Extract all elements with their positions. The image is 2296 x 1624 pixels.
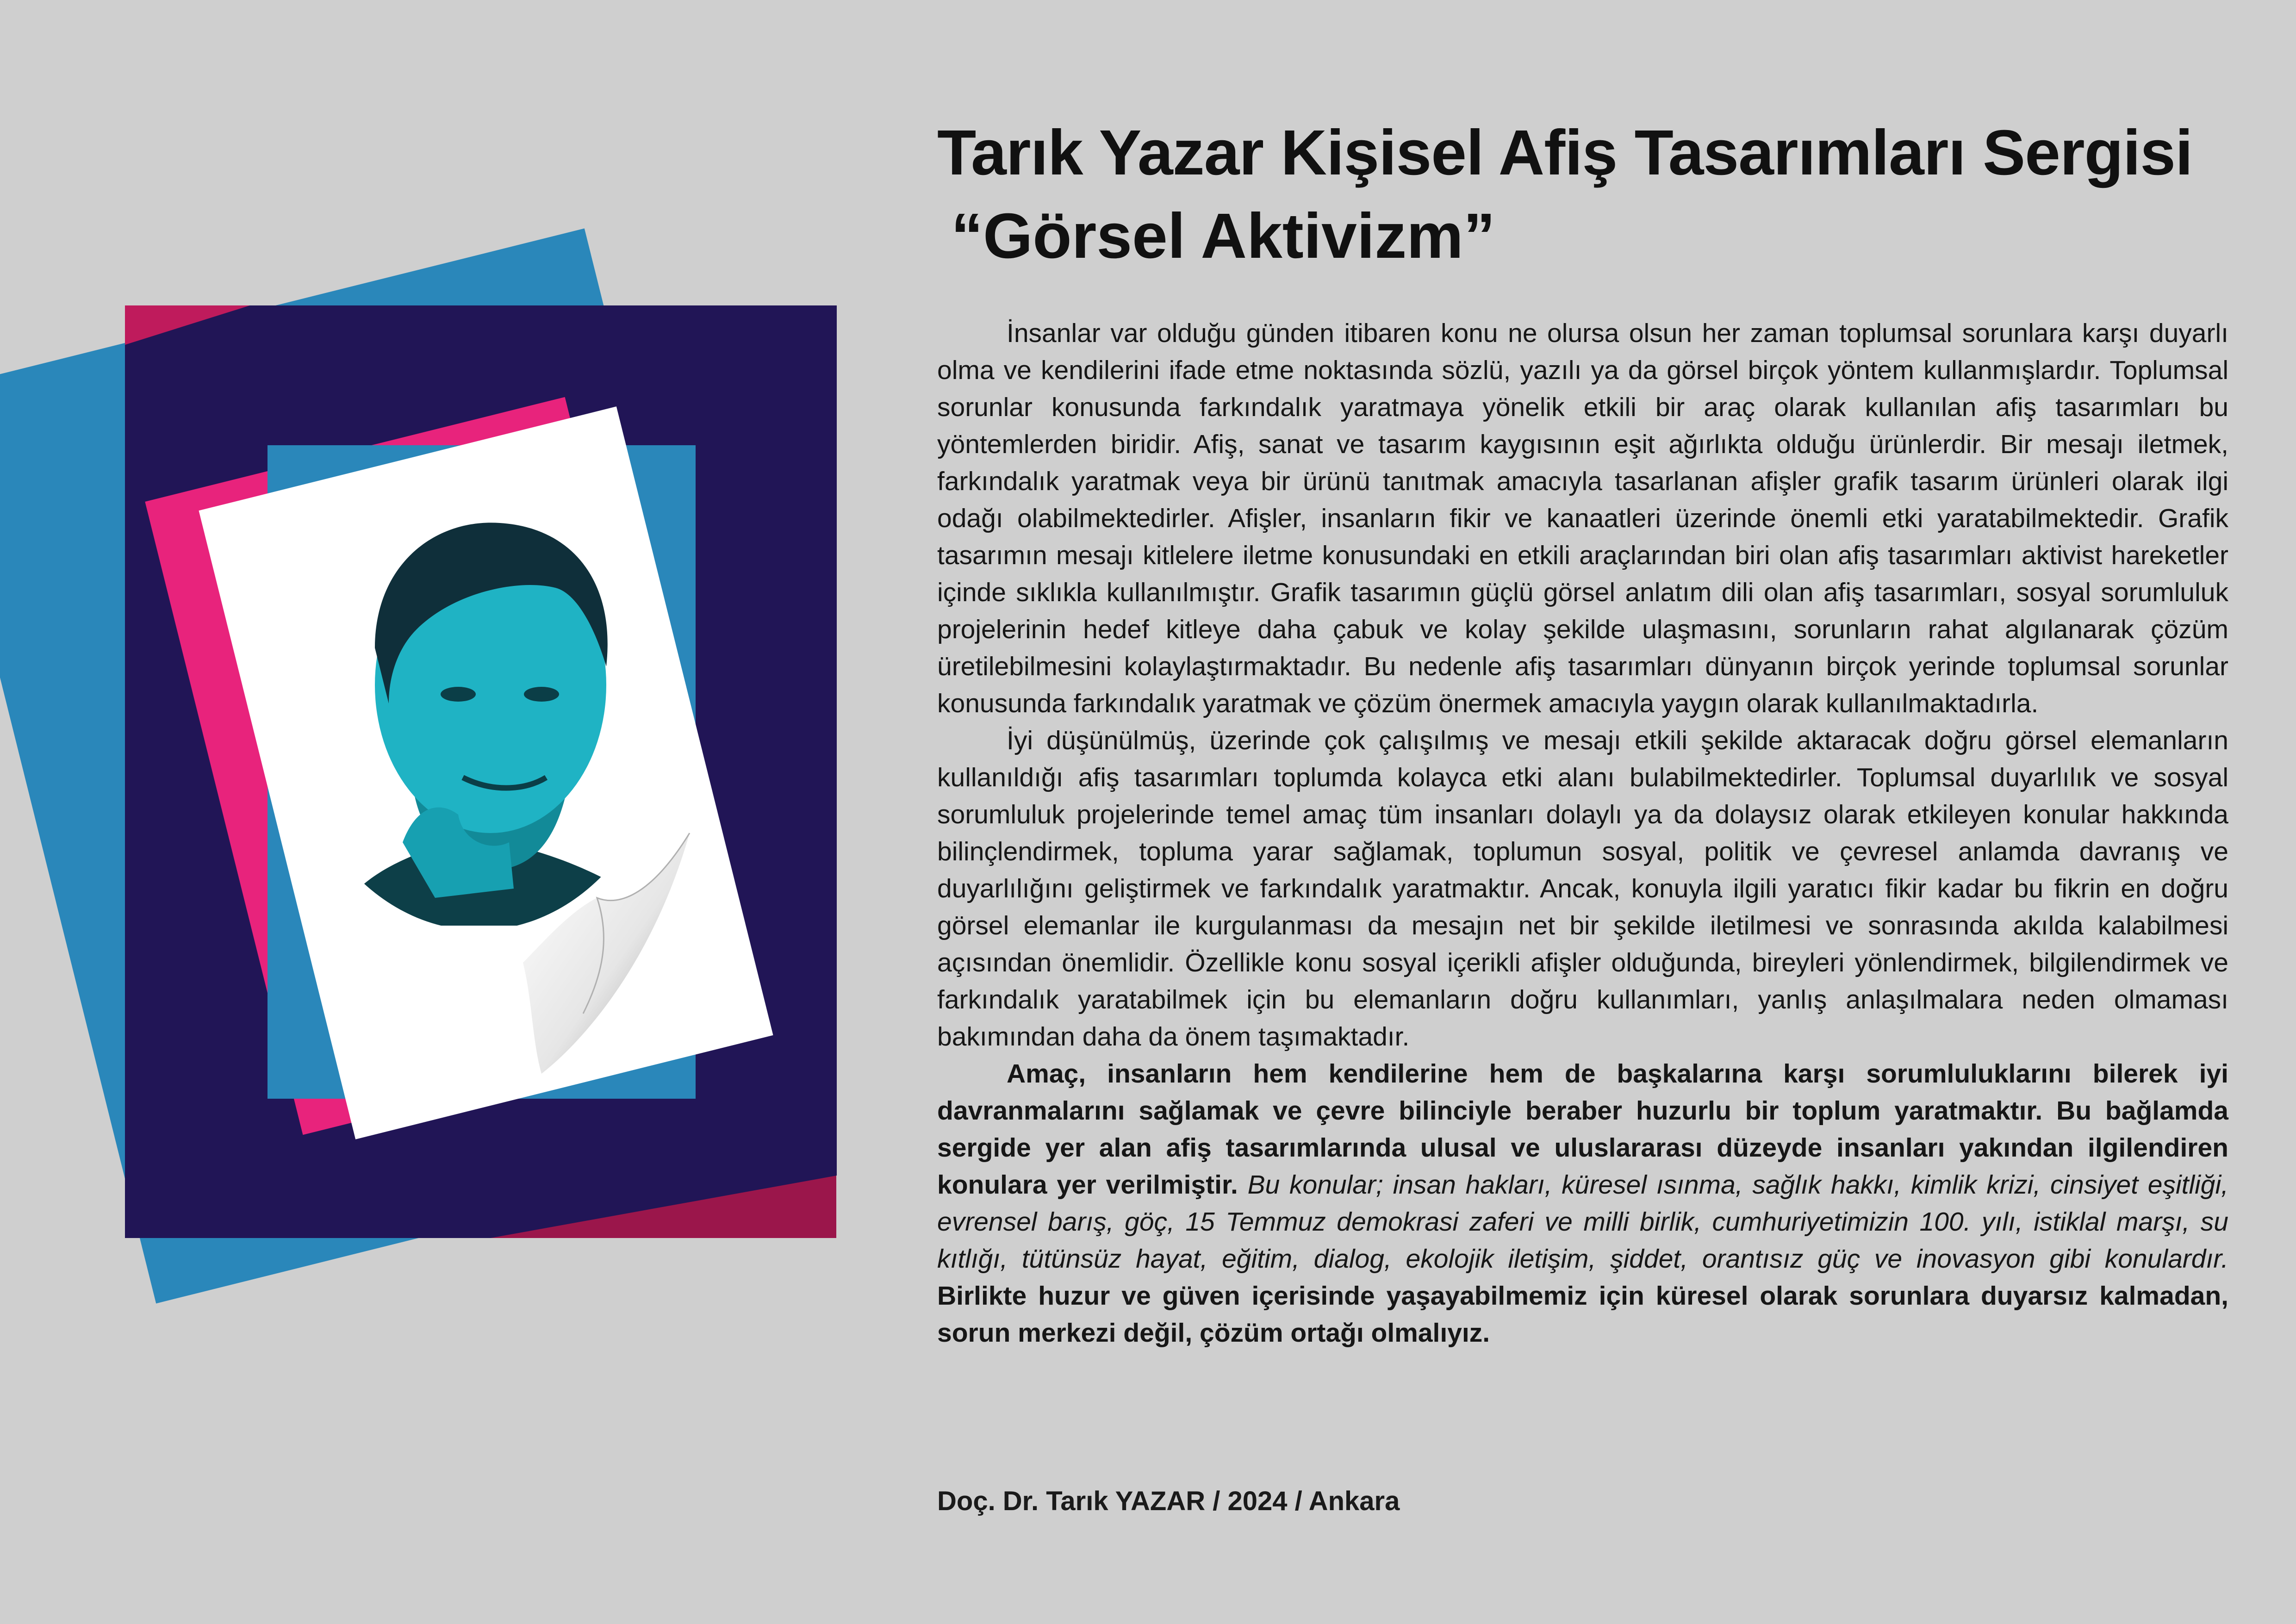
article-body — [937, 315, 2228, 1351]
paragraph-3-bold-intro: Amaç, insanların hem kendilerine hem de başkalarına karşı sorumluluklarını bilerek iyi davranmalarını sağlamak ve çevre bilinciyle beraber huzurlu bir toplum yaratmaktır. Bu bağlamda sergide yer alan afiş tasarımlarında ulusal ve uluslararası düzeyde insanları yakından ilgilendiren konulara yer verilmiştir. — [937, 1059, 2228, 1200]
paragraph-2: İyi düşünülmüş, üzerinde çok çalışılmış ve mesajı etkili şekilde aktaracak doğru görsel elemanların kullanıldığı afiş tasarımları toplumda kolayca etki alanı bulabilmektedirler. Toplumsal duyarlılık ve sosyal sorumluluk projelerinde temel amaç tüm insanları dolaylı ya da dolaysız olarak etkileyen konular hakkında bilinçlendirmek, topluma yarar sağlamak, toplumun sosyal, politik ve çevresel anlamda davranış ve duyarlılığını geliştirmek ve farkındalık yaratmaktır. Ancak, konuyla ilgili yaratıcı fikir kadar bu fikrin en doğru görsel elemanlar ile kurgulanması da mesajın net bir şekilde iletilmesi ve sonrasında akılda kalabilmesi açısından önemlidir. Özellikle konu sosyal içerikli afişler olduğunda, bireyleri yönlendirmek, bilgilendirmek ve farkındalık yaratabilmek için bu elemanların doğru kullanımları, yanlış anlaşılmalara neden olmaması bakımından daha da önem taşımaktadır. — [937, 726, 2228, 1052]
text-column — [937, 111, 2228, 1351]
page-subtitle: “Görsel Aktivizm” — [951, 200, 1495, 272]
artwork — [0, 0, 926, 1342]
paragraph-3-italic-topics: Bu konular; insan hakları, küresel ısınma, sağlık hakkı, kimlik krizi, cinsiyet eşitliği, evrensel barış, göç, 15 Temmuz demokrasi zaferi ve milli birlik, cumhuriyetimizin 100. yılı, istiklal marşı, su kıtlığı, tütünsüz hayat, eğitim, dialog, ekolojik iletişim, şiddet, orantısız güç ve inovasyon gibi konulardır. — [937, 1170, 2228, 1274]
page-curl — [514, 824, 727, 1083]
page-title: Tarık Yazar Kişisel Afiş Tasarımları Sergisi — [937, 117, 2193, 188]
paragraph-3 — [937, 1055, 2228, 1351]
paragraph-3-bold-closing: Birlikte huzur ve güven içerisinde yaşayabilmemiz için küresel olarak sorunlara duyarsız kalmadan, sorun merkezi değil, çözüm ortağı olmalıyız. — [937, 1281, 2228, 1348]
paragraph-1: İnsanlar var olduğu günden itibaren konu ne olursa olsun her zaman toplumsal sorunlara karşı duyarlı olma ve kendilerini ifade etme noktasında sözlü, yazılı ya da görsel birçok yöntem kullanmışlardır. Toplumsal sorunlar konusunda farkındalık yaratmaya yönelik etkili bir araç olarak kullanılan afiş tasarımları bu yöntemlerden biridir. Afiş, sanat ve tasarım kaygısının eşit ağırlıkta olduğu ürünlerdir. Bir mesajı iletmek, farkındalık yaratmak veya bir ürünü tanıtmak amacıyla tasarlanan afişler grafik tasarım ürünleri olarak ilgi odağı olabilmektedirler. Afişler, insanların fikir ve kanaatleri üzerinde önemli etki yaratabilmektedir. Grafik tasarımın mesajı kitlelere iletme konusundaki en etkili araçlarından biri olan afiş tasarımları aktivist hareketler içinde sıklıkla kullanılmıştır. Grafik tasarımın güçlü görsel anlatım dili olan afiş tasarımları, sosyal sorumluluk projelerinin hedef kitleye daha çabuk ve kolay şekilde ulaşmasını, sorunların rahat algılanarak çözüm üretilebilmesini kolaylaştırmaktadır. Bu nedenle afiş tasarımları dünyanın birçok yerinde toplumsal sorunlar konusunda farkındalık yaratmak ve çözüm önermek amacıyla yaygın olarak kullanılmaktadırla. — [937, 318, 2228, 718]
author-signature: Doç. Dr. Tarık YAZAR / 2024 / Ankara — [937, 1486, 1400, 1516]
